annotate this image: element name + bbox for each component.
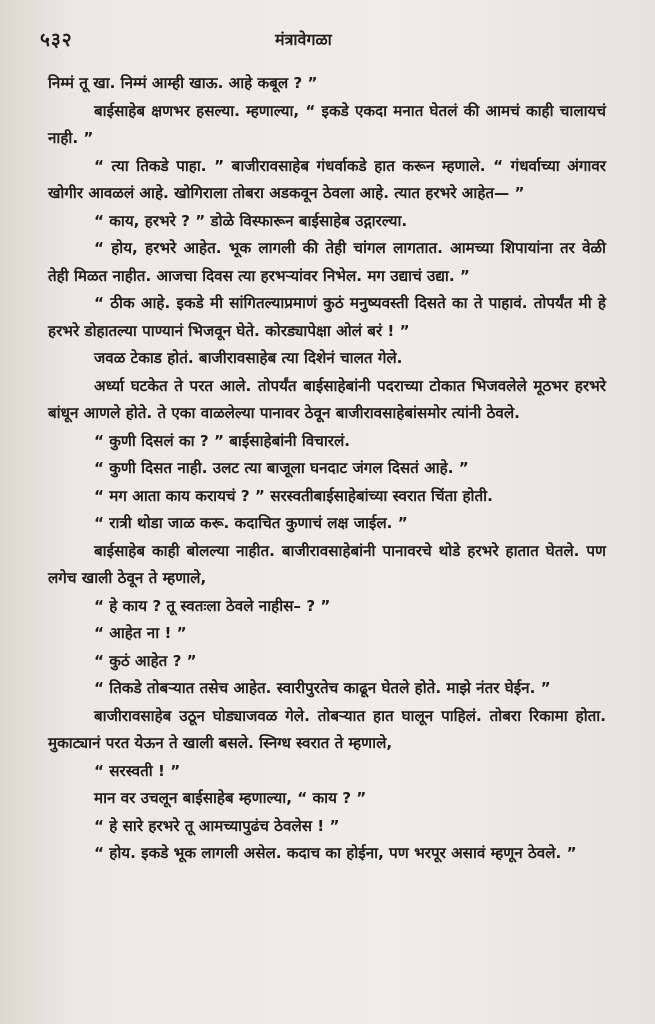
paragraph: “ रात्री थोडा जाळ करू. कदाचित कुणाचं लक्ष जाईल. ”	[94, 514, 408, 532]
paragraph: मान वर उचलून बाईसाहेब म्हणाल्या, “ काय ? ”	[94, 789, 367, 807]
paragraph: “ सरस्वती ! ”	[94, 761, 181, 780]
paragraph: “ मग आता काय करायचं ? ” सरस्वतीबाईसाहेबांच्या स्वरात चिंता होती.	[94, 486, 493, 505]
paragraph: “ कुणी दिसत नाही. उलट त्या बाजूला घनदाट जंगल दिसतं आहे. ”	[94, 459, 469, 477]
running-title: मंत्रावेगळा	[275, 30, 332, 49]
paragraph: जवळ टेकाड होतं. बाजीरावसाहेब त्या दिशेनं चालत गेले.	[94, 349, 403, 367]
paragraph: “ आहेत ना ! ”	[94, 624, 187, 642]
paragraph: “ कुठं आहेत ? ”	[94, 651, 197, 670]
paragraph: “ तिकडे तोबऱ्यात तसेच आहेत. स्वारीपुरतेच काढून घेतले होते. माझे नंतर घेईन. ”	[94, 679, 551, 697]
page-header	[40, 26, 615, 56]
paragraph: निम्मं तू खा. निम्मं आम्ही खाऊ. आहे कबूल ? ”	[48, 74, 318, 92]
paragraph: “ हे काय ? तू स्वतःला ठेवले नाहीस– ? ”	[94, 596, 331, 615]
paragraph: बाजीरावसाहेब उठून घोड्याजवळ गेले. तोबऱ्यात हात घालून पाहिलं. तोबरा रिकामा होता. मुकाट्यानं परत येऊन ते खाली बसले. स्निग्ध स्वरात ते म्हणाले,	[48, 706, 606, 752]
text-body	[48, 70, 606, 868]
paragraph: “ त्या तिकडे पाहा. ” बाजीरावसाहेब गंधर्वाकडे हात करून म्हणाले. “ गंधर्वाच्या अंगावर खोगीर आवळलं आहे. खोगिराला तोबरा अडकवून ठेवला आहे. त्यात हरभरे आहेत— ”	[48, 156, 606, 202]
paragraph: “ होय, हरभरे आहेत. भूक लागली की तेही चांगल लागतात. आमच्या शिपायांना तर वेळी तेही मिळत नाहीत. आजचा दिवस त्या हरभऱ्यांवर निभेल. मग उद्याचं उद्या. ”	[48, 239, 606, 285]
paragraph: “ होय. इकडे भूक लागली असेल. कदाच का होईना, पण भरपूर असावं म्हणून ठेवले. ”	[94, 844, 577, 862]
page-number: ५३२	[40, 29, 73, 51]
paragraph: बाईसाहेब काही बोलल्या नाहीत. बाजीरावसाहेबांनी पानावरचे थोडे हरभरे हातात घेतले. पण लगेच खाली ठेवून ते म्हणाले,	[48, 541, 606, 587]
paragraph: अर्ध्या घटकेत ते परत आले. तोपर्यंत बाईसाहेबांनी पदराच्या टोकात भिजवलेले मूठभर हरभरे बांधून आणले होते. ते एका वाळलेल्या पानावर ठेवून बाजीरावसाहेबांसमोर त्यांनी ठेवले.	[48, 376, 606, 422]
paragraph: “ काय, हरभरे ? ” डोळे विस्फारून बाईसाहेब उद्गारल्या.	[94, 211, 408, 230]
paragraph: “ कुणी दिसलं का ? ” बाईसाहेबांनी विचारलं.	[94, 431, 351, 450]
paragraph: “ ठीक आहे. इकडे मी सांगितल्याप्रमाणं कुठं मनुष्यवस्ती दिसते का ते पाहावं. तोपर्यंत मी हे हरभरे डोहातल्या पाण्यानं भिजवून घेते. कोरड्यापेक्षा ओलं बरं ! ”	[48, 294, 606, 340]
paragraph: “ हे सारे हरभरे तू आमच्यापुढंच ठेवलेस ! ”	[94, 816, 340, 835]
paragraph: बाईसाहेब क्षणभर हसल्या. म्हणाल्या, “ इकडे एकदा मनात घेतलं की आमचं काही चालायचं नाही. ”	[48, 101, 606, 147]
